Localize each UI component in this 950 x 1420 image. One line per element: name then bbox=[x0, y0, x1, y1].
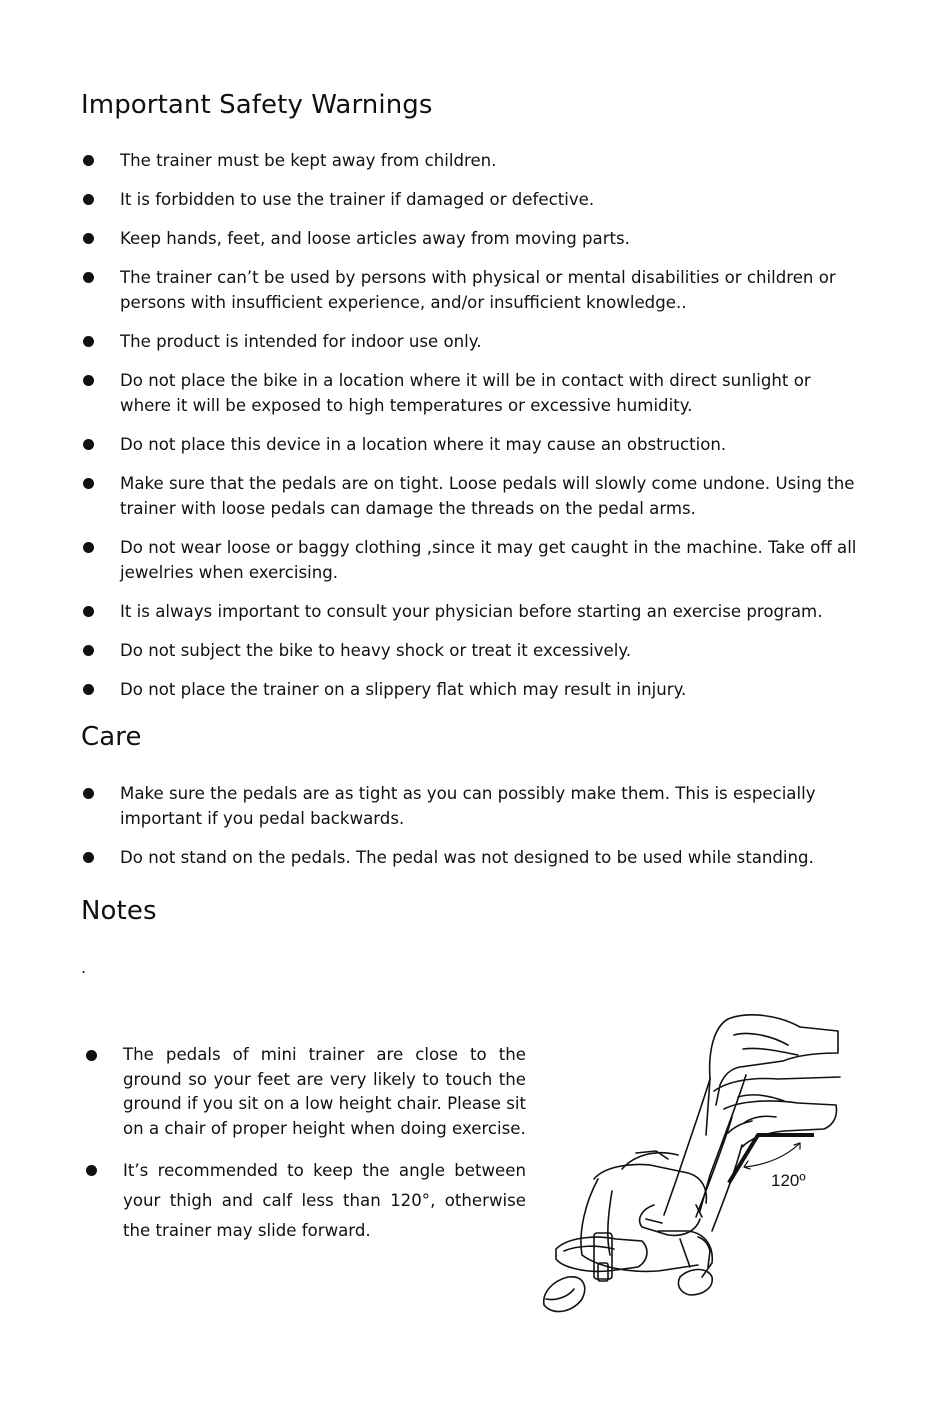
stray-mark: . bbox=[81, 958, 87, 977]
notes-heading: Notes bbox=[81, 896, 157, 926]
thigh-shape bbox=[716, 1015, 838, 1105]
seated-posture-illustration bbox=[538, 1005, 848, 1325]
list-item: Do not place the trainer on a slippery flat which may result in injury. bbox=[81, 677, 866, 702]
list-item: Do not subject the bike to heavy shock or treat it excessively. bbox=[81, 638, 866, 663]
bullet-icon bbox=[83, 194, 94, 205]
list-item: Do not stand on the pedals. The pedal was not designed to be used while standing. bbox=[81, 845, 866, 870]
bullet-icon bbox=[83, 606, 94, 617]
list-item: Make sure the pedals are as tight as you can possibly make them. This is especially important if you pedal backwards. bbox=[81, 781, 866, 831]
bullet-icon bbox=[83, 645, 94, 656]
list-item: Do not place this device in a location where it may cause an obstruction. bbox=[81, 432, 866, 457]
bullet-icon bbox=[83, 233, 94, 244]
safety-warnings-heading: Important Safety Warnings bbox=[81, 90, 433, 120]
safety-warnings-list bbox=[81, 148, 866, 702]
posture-drawing bbox=[538, 1005, 848, 1325]
list-item: The trainer can’t be used by persons with physical or mental disabilities or children or persons with insufficient experience, and/or insufficient knowledge.. bbox=[81, 265, 866, 315]
list-item: Keep hands, feet, and loose articles away from moving parts. bbox=[81, 226, 866, 251]
care-heading: Care bbox=[81, 722, 142, 752]
bullet-icon bbox=[83, 478, 94, 489]
bullet-icon bbox=[83, 336, 94, 347]
right-foot bbox=[678, 1270, 712, 1296]
bullet-icon bbox=[83, 684, 94, 695]
list-item: It is forbidden to use the trainer if damaged or defective. bbox=[81, 187, 866, 212]
notes-list bbox=[84, 1043, 526, 1246]
list-item: Make sure that the pedals are on tight. Loose pedals will slowly come undone. Using the trainer with loose pedals can damage the threads on the pedal arms. bbox=[81, 471, 866, 521]
bullet-icon bbox=[83, 788, 94, 799]
care-list bbox=[81, 781, 866, 870]
list-item: Do not wear loose or baggy clothing ,since it may get caught in the machine. Take off all jewelries when exercising. bbox=[81, 535, 866, 585]
bullet-icon bbox=[83, 375, 94, 386]
list-item: The trainer must be kept away from children. bbox=[81, 148, 866, 173]
bullet-icon bbox=[86, 1165, 97, 1176]
pedal-loop bbox=[556, 1237, 647, 1271]
list-item: Do not place the bike in a location where it will be in contact with direct sunlight or where it will be exposed to high temperatures or excessive humidity. bbox=[81, 368, 866, 418]
list-item: It’s recommended to keep the angle between your thigh and calf less than 120°, otherwise the trainer may slide forward. bbox=[84, 1156, 526, 1246]
list-item: It is always important to consult your physician before starting an exercise program. bbox=[81, 599, 866, 624]
angle-label: 120º bbox=[771, 1171, 806, 1190]
bullet-icon bbox=[83, 439, 94, 450]
bullet-icon bbox=[83, 852, 94, 863]
bullet-icon bbox=[83, 155, 94, 166]
bullet-icon bbox=[86, 1050, 97, 1061]
list-item: The pedals of mini trainer are close to the ground so your feet are very likely to touch the ground if you sit on a low height chair. Please sit on a chair of proper height when doing exercise. bbox=[84, 1043, 526, 1141]
list-item: The product is intended for indoor use only. bbox=[81, 329, 866, 354]
calf-shape bbox=[664, 1079, 710, 1215]
left-foot bbox=[544, 1277, 585, 1312]
bullet-icon bbox=[83, 542, 94, 553]
bullet-icon bbox=[83, 272, 94, 283]
